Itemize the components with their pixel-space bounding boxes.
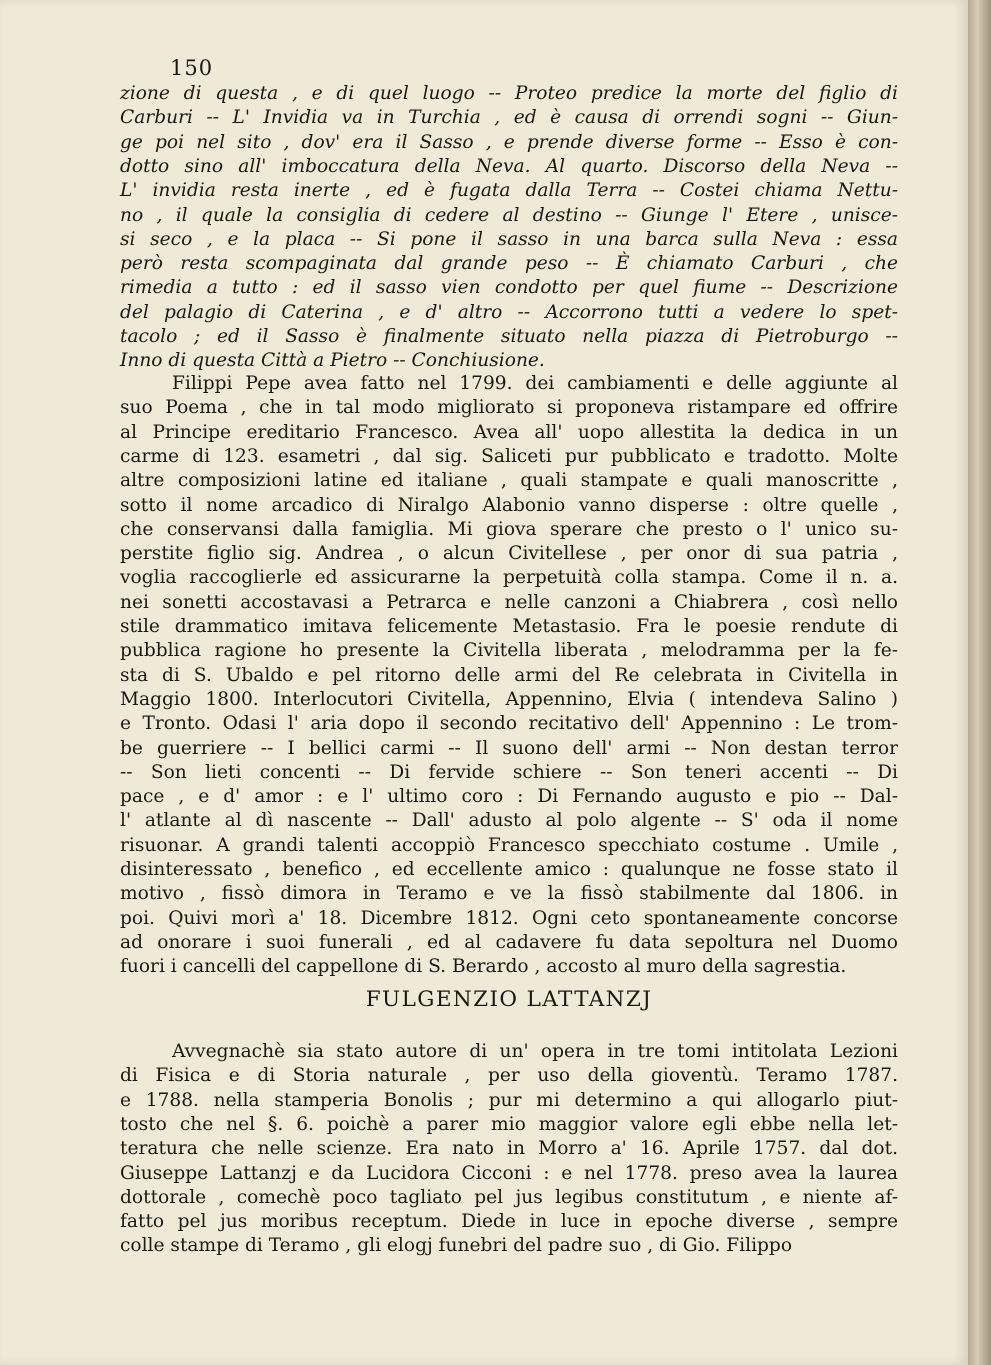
text-line: stile drammatico imitava felicemente Metastasio. Fra le poesie rendute di xyxy=(120,616,898,637)
text-line: al Principe ereditario Francesco. Avea all' uopo allestita la dedica in un xyxy=(120,421,898,443)
text-line: risuonar. A grandi talenti accoppiò Francesco specchiato costume . Umile , xyxy=(120,834,898,856)
text-line: L' invidia resta inerte , ed è fugata dalla Terra -- Costei chiama Nettu- xyxy=(120,180,898,202)
text-line: perstite figlio sig. Andrea , o alcun Civitellese , per onor di sua patria , xyxy=(120,543,898,565)
text-line: l' atlante al dì nascente -- Dall' adusto al polo algente -- S' oda il nome xyxy=(120,810,898,832)
text-line: colle stampe di Teramo , gli elogj funebri del padre suo , di Gio. Filippo xyxy=(120,1235,793,1257)
text-line: nei sonetti accostavasi a Petrarca e nelle canzoni a Chiabrera , così nello xyxy=(120,591,898,613)
text-line: Filippi Pepe avea fatto nel 1799. dei cambiamenti e delle aggiunte al xyxy=(172,373,898,394)
text-line: teratura che nelle scienze. Era nato in Morro a' 16. Aprile 1757. dal dot. xyxy=(120,1138,898,1160)
text-line: fatto pel jus moribus receptum. Diede in luce in epoche diverse , sempre xyxy=(120,1211,898,1233)
text-line: no , il quale la consiglia di cedere al destino -- Giunge l' Etere , unisce- xyxy=(120,204,898,226)
text-line: ge poi nel sito , dov' era il Sasso , e prende diverse forme -- Esso è con- xyxy=(120,131,898,153)
text-line: e 1788. nella stamperia Bonolis ; pur mi determino a qui allogarlo piut- xyxy=(120,1089,898,1111)
text-line: Inno di questa Città a Pietro -- Conchiusione. xyxy=(120,350,545,372)
page-edge xyxy=(968,0,991,1365)
section-heading: FULGENZIO LATTANZJ xyxy=(365,987,653,1012)
text-line: fuori i cancelli del cappellone di S. Berardo , accosto al muro della sagrestia. xyxy=(120,956,847,978)
text-line: e Tronto. Odasi l' aria dopo il secondo recitativo dell' Appennino : Le trom- xyxy=(120,713,898,735)
text-line: suo Poema , che in tal modo migliorato si proponeva ristampare ed offrire xyxy=(120,397,898,419)
text-line: disinteressato , benefico , ed eccellente amico : qualunque ne fosse stato il xyxy=(120,859,898,880)
text-line: sotto il nome arcadico di Niralgo Alabonio vanno disperse : oltre quelle , xyxy=(120,494,898,516)
text-line: dotto sino all' imboccatura della Neva. Al quarto. Discorso della Neva -- xyxy=(120,155,898,177)
text-line: motivo , fissò dimora in Teramo e ve la fissò stabilmente dal 1806. in xyxy=(120,883,898,905)
text-line: zione di questa , e di quel luogo -- Proteo predice la morte del figlio di xyxy=(120,83,898,104)
text-line: be guerriere -- I bellici carmi -- Il suono dell' armi -- Non destan terror xyxy=(120,737,898,759)
text-line: -- Son lieti concenti -- Di fervide schiere -- Son teneri accenti -- Di xyxy=(120,761,898,783)
text-line: che conservansi dalla famiglia. Mi giova sperare che presto o l' unico su- xyxy=(120,518,898,540)
text-line: Giuseppe Lattanzj e da Lucidora Cicconi : e nel 1778. preso avea la laurea xyxy=(120,1162,898,1184)
text-line: poi. Quivi morì a' 18. Dicembre 1812. Ogni ceto spontaneamente concorse xyxy=(120,907,898,929)
text-line: dottorale , comechè poco tagliato pel jus legibus constitutum , e niente af- xyxy=(120,1186,898,1208)
text-line: carme di 123. esametri , dal sig. Saliceti pur pubblicato e tradotto. Molte xyxy=(120,445,898,467)
text-line: si seco , e la placa -- Si pone il sasso in una barca sulla Neva : essa xyxy=(120,228,898,250)
text-line: sta di S. Ubaldo e pel ritorno delle armi del Re celebrata in Civitella in xyxy=(120,664,898,686)
text-line: ad onorare i suoi funerali , ed al cadavere fu data sepoltura nel Duomo xyxy=(120,931,898,953)
text-line: pubblica ragione ho presente la Civitella liberata , melodramma per la fe- xyxy=(120,640,898,662)
text-line: altre composizioni latine ed italiane , quali stampate e quali manoscritte , xyxy=(120,470,898,492)
text-line: rimedia a tutto : ed il sasso vien condotto per quel fiume -- Descrizione xyxy=(120,277,898,299)
page-number: 150 xyxy=(170,56,214,80)
text-line: tosto che nel §. 6. poichè a parer mio maggior valore egli ebbe nella let- xyxy=(120,1113,898,1135)
text-line: Avvegnachè sia stato autore di un' opera in tre tomi intitolata Lezioni xyxy=(172,1041,898,1062)
text-line: tacolo ; ed il Sasso è finalmente situato nella piazza di Pietroburgo -- xyxy=(120,326,898,347)
text-line: Carburi -- L' Invidia va in Turchia , ed è causa di orrendi sogni -- Giun- xyxy=(120,107,898,129)
text-line: voglia raccoglierle ed assicurarne la perpetuità colla stampa. Come il n. a. xyxy=(120,567,898,589)
text-line: pace , e d' amor : e l' ultimo coro : Di Fernando augusto e pio -- Dal- xyxy=(120,786,898,808)
text-line: Maggio 1800. Interlocutori Civitella, Appennino, Elvia ( intendeva Salino ) xyxy=(120,688,898,710)
text-line: del palagio di Caterina , e d' altro -- Accorrono tutti a vedere lo spet- xyxy=(120,301,898,323)
text-line: però resta scompaginata dal grande peso -- È chiamato Carburi , che xyxy=(120,253,898,275)
text-line: di Fisica e di Storia naturale , per uso della gioventù. Teramo 1787. xyxy=(120,1065,898,1087)
